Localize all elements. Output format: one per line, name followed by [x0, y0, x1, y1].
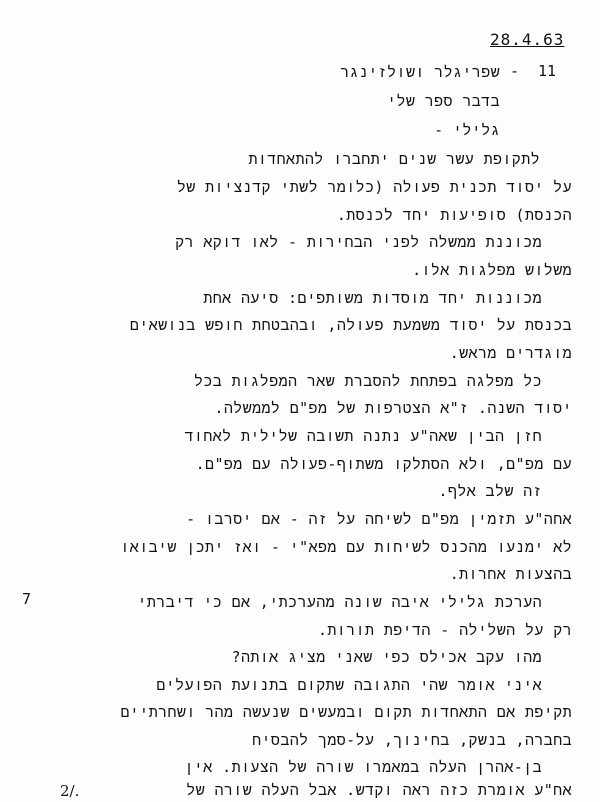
text-line: בכנסת על יסוד משמעת פעולה, ובהבטחת חופש בנושאים — [129, 316, 572, 334]
text-line: מהו עקב אכילס כפי שאני מציג אותה? — [231, 648, 542, 666]
paragraph-number: 7 — [22, 590, 32, 608]
text-line: איני אומר שהי התגובה שתקום בתנועת הפועלים — [156, 676, 542, 694]
text-line: זה שלב אלף. — [438, 482, 542, 500]
document-date: 28.4.63 — [490, 30, 565, 49]
text-line: אח"ע אומרת כזה ראה וקדש. אבל העלה שורה של — [186, 781, 572, 799]
text-line: על יסוד תכנית פעולה (כלומר לשתי קדנציות של — [176, 178, 572, 196]
text-line: משלוש מפלגות אלו. — [412, 261, 572, 279]
text-line: לא ימנעו מהכנס לשיחות עם מפא"י - ואז יתכן שיבואו — [120, 538, 572, 556]
item-dash: - — [510, 62, 520, 80]
text-line: בהצעות אחרות. — [449, 565, 572, 583]
text-line: הכנסת) סופיעות יחד לכנסת. — [336, 206, 572, 224]
text-line: בן-אהרן העלה במאמרו שורה של הצעות. אין — [184, 758, 542, 776]
page-continuation-marker: 2/. — [60, 782, 80, 800]
text-line: חזן הבין שאה"ע נתנה תשובה שלילית לאחוד — [184, 427, 542, 445]
text-line: עם מפ"ם, ולא הסתלקו משתוף-פעולה עם מפ"ם. — [195, 455, 572, 473]
text-line: מוגדרים מראש. — [449, 344, 572, 362]
text-line: כל מפלגה בפתחת להסברת שאר המפלגות בכל — [193, 372, 542, 390]
text-line: מכוננת ממשלה לפני הבחירות - לאו דוקא רק — [175, 233, 542, 251]
text-line: בחברה, בנשק, בחינוך, על-סמך להבסיח — [252, 731, 572, 749]
text-line: הערכת גלילי איבה שונה מהערכתי, אם כי דיברתי — [137, 593, 542, 611]
text-line: רק על השלילה - הדיפת תורות. — [317, 621, 572, 639]
text-line: מכוננות יחד מוסדות משותפים: סיעה אחת — [203, 289, 542, 307]
text-line: יסוד השנה. ז"א הצטרפות של מפ"ם לממשלה. — [214, 399, 572, 417]
item-number: 11 — [538, 62, 557, 80]
heading-names: שפריגלר ושולזינגר — [340, 63, 500, 81]
text-line: לתקופת עשר שנים יתחברו להתאחדות — [248, 150, 540, 168]
heading-subject: בדבר ספר שלי — [387, 92, 500, 110]
text-line: אחה"ע תזמין מפ"ם לשיחה על זה - אם יסרבו - — [186, 510, 572, 528]
heading-gliili: גלילי - — [434, 121, 500, 139]
text-line: תקיפת אם התאחדות תקום ובמעשים שנעשה מהר ושחרתיים — [120, 703, 572, 721]
